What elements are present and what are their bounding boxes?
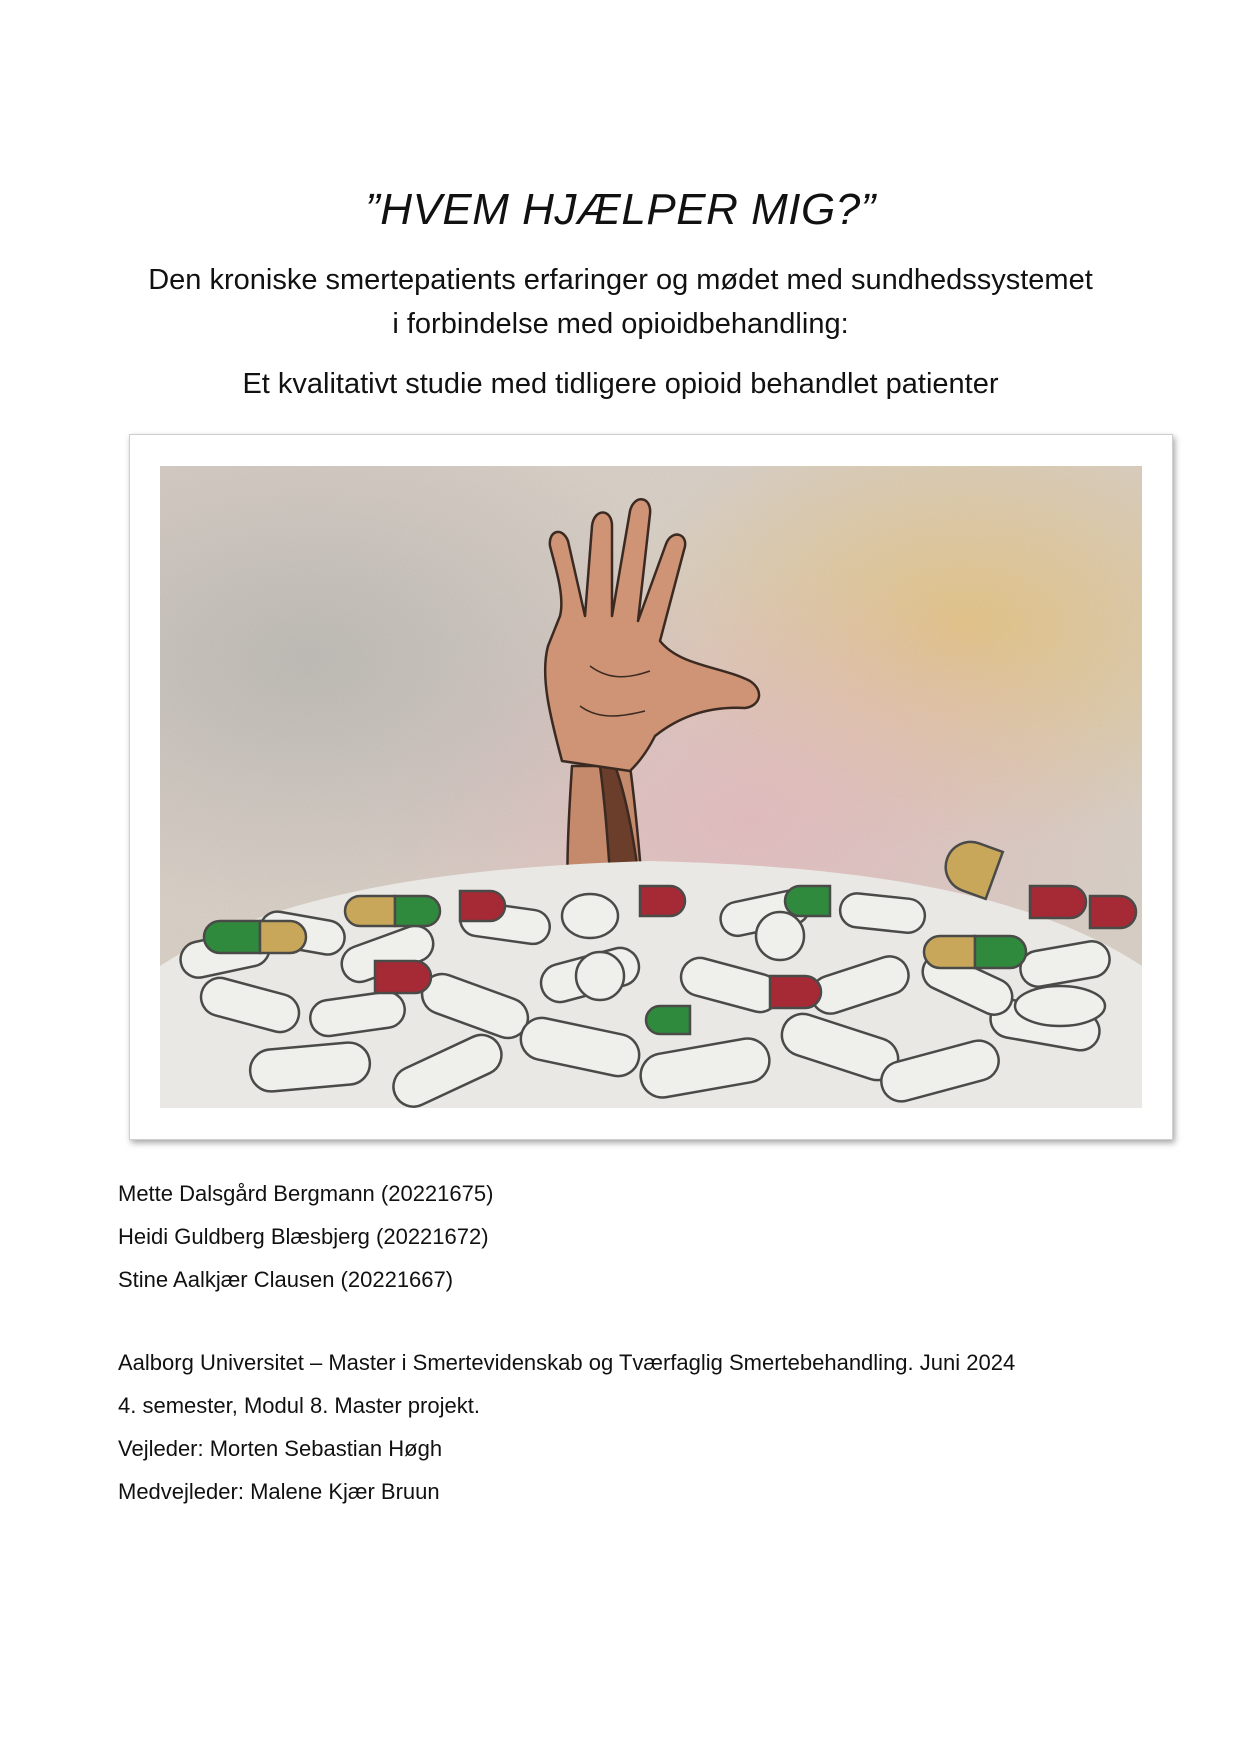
author-3: Stine Aalkjær Clausen (20221667) xyxy=(118,1267,454,1292)
document-title: ”HVEM HJÆLPER MIG?” xyxy=(365,185,876,234)
semester-line: 4. semester, Modul 8. Master projekt. xyxy=(118,1393,480,1418)
subtitle xyxy=(0,258,1241,346)
project-info xyxy=(118,1341,1015,1513)
hand-reaching-from-pills-illustration xyxy=(160,466,1142,1108)
cover-image-frame xyxy=(129,434,1173,1140)
author-2: Heidi Guldberg Blæsbjerg (20221672) xyxy=(118,1224,489,1249)
author-1: Mette Dalsgård Bergmann (20221675) xyxy=(118,1181,494,1206)
subtitle-line-2: i forbindelse med opioidbehandling: xyxy=(392,308,849,340)
supervisor-line: Vejleder: Morten Sebastian Høgh xyxy=(118,1436,443,1461)
subtitle-line-3: Et kvalitativt studie med tidligere opioid behandlet patienter xyxy=(242,368,999,400)
author-list xyxy=(118,1172,493,1301)
subtitle-line-1: Den kroniske smertepatients erfaringer og mødet med sundhedssystemet xyxy=(148,264,1093,296)
university-line: Aalborg Universitet – Master i Smertevidenskab og Tværfaglig Smertebehandling. Juni 2024 xyxy=(118,1350,1016,1375)
co-supervisor-line: Medvejleder: Malene Kjær Bruun xyxy=(118,1479,440,1504)
